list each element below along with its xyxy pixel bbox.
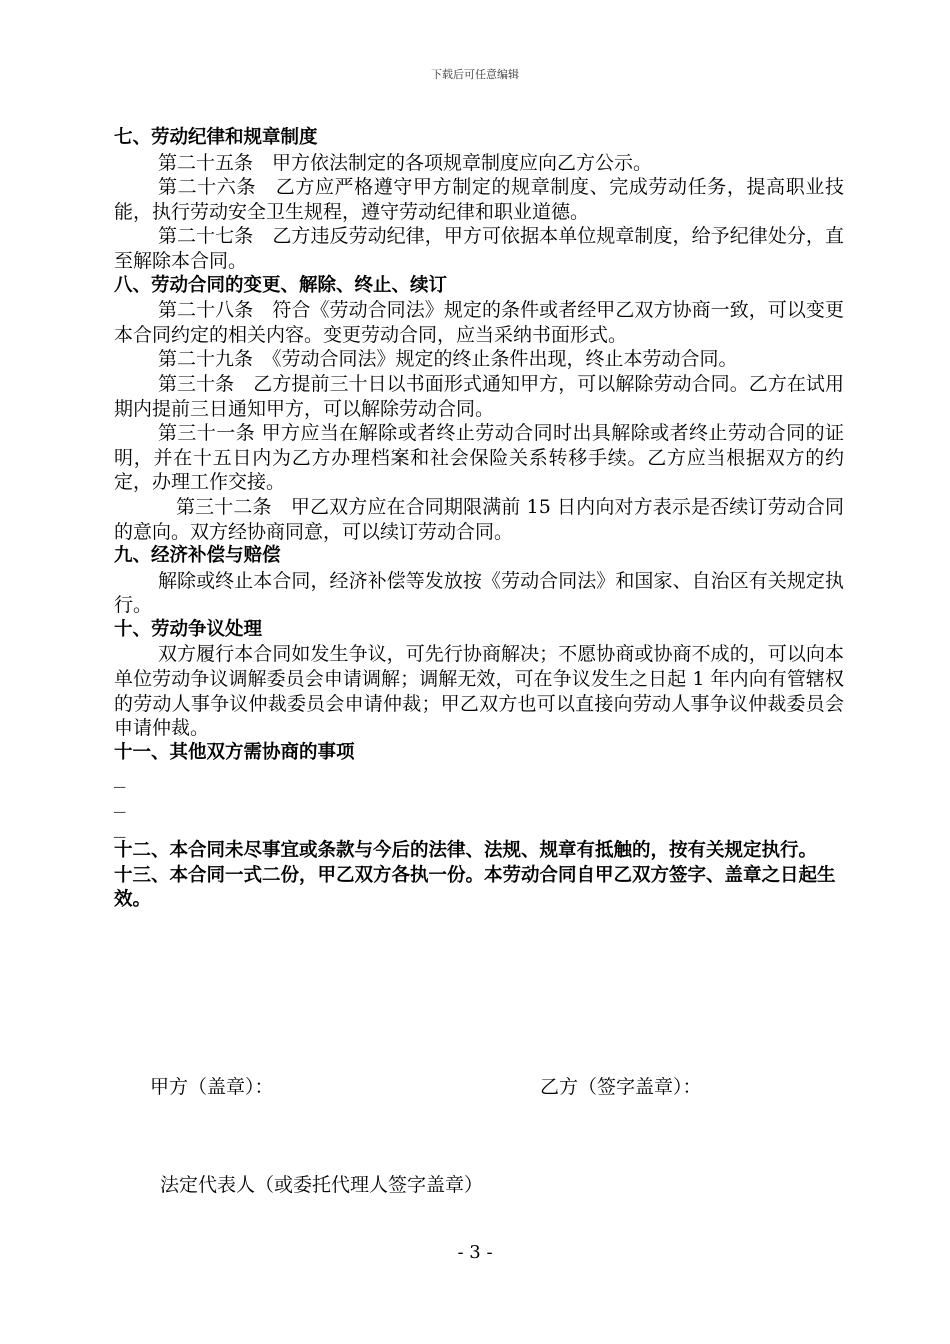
- section-10-title: 十、劳动争议处理: [114, 618, 263, 640]
- article-31: 第三十一条 甲方应当在解除或者终止劳动合同时出具解除或者终止劳动合同的证明，并在十五日内为乙方办理档案和社会保险关系转移手续。乙方应当根据双方的约定，办理工作交接。: [114, 422, 844, 494]
- blank-line: _: [114, 766, 126, 789]
- header-note: 下载后可任意编辑: [431, 68, 519, 81]
- article-26: 第二十六条 乙方应严格遵守甲方制定的规章制度、完成劳动任务，提高职业技能，执行劳动安全卫生规程，遵守劳动纪律和职业道德。: [114, 176, 844, 223]
- contract-body: [114, 126, 844, 913]
- party-b-signature-label: 乙方（签字盖章）：: [540, 1076, 702, 1098]
- section-10-paragraph: 双方履行本合同如发生争议，可先行协商解决；不愿协商或协商不成的，可以向本单位劳动争议调解委员会申请调解；调解无效，可在争议发生之日起 1 年内向有管辖权的劳动人事争议仲裁委员会申请仲裁；甲乙双方也可以直接向劳动人事争议仲裁委员会申请仲裁。: [114, 643, 844, 740]
- article-32: 第三十二条 甲乙双方应在合同期限满前 15 日内向对方表示是否续订劳动合同的意向。双方经协商同意，可以续订劳动合同。: [114, 495, 844, 543]
- party-a-signature-label: 甲方（盖章）：: [150, 1076, 274, 1098]
- section-9-paragraph: 解除或终止本合同，经济补偿等发放按《劳动合同法》和国家、自治区有关规定执行。: [114, 569, 844, 617]
- legal-representative-label: 法定代表人（或委托代理人签字盖章）: [160, 1174, 484, 1196]
- section-9-title: 九、经济补偿与赔偿: [114, 545, 281, 567]
- article-27: 第二十七条 乙方违反劳动纪律，甲方可依据本单位规章制度，给予纪律处分，直至解除本合同。: [114, 225, 844, 272]
- section-7-title: 七、劳动纪律和规章制度: [114, 127, 318, 148]
- section-12-title: 十二、本合同未尽事宜或条款与今后的法律、法规、规章有抵触的，按有关规定执行。: [114, 840, 818, 862]
- blank-line: _: [114, 791, 126, 814]
- section-13-title: 十三、本合同一式二份，甲乙双方各执一份。本劳动合同自甲乙双方签字、盖章之日起生效。: [114, 864, 836, 911]
- article-25: 第二十五条 甲方依法制定的各项规章制度应向乙方公示。: [158, 151, 653, 174]
- section-8-title: 八、劳动合同的变更、解除、终止、续订: [114, 274, 448, 296]
- section-11-title: 十一、其他双方需协商的事项: [114, 741, 355, 763]
- article-28: 第二十八条 符合《劳动合同法》规定的条件或者经甲乙双方协商一致，可以变更本合同约定的相关内容。变更劳动合同，应当采纳书面形式。: [114, 299, 844, 346]
- article-29: 第二十九条 《劳动合同法》规定的终止条件出现，终止本劳动合同。: [158, 348, 738, 371]
- blank-line: _: [114, 815, 126, 838]
- page-number: - 3 -: [457, 1242, 493, 1263]
- article-30: 第三十条 乙方提前三十日以书面形式通知甲方，可以解除劳动合同。乙方在试用期内提前三日通知甲方，可以解除劳动合同。: [114, 372, 844, 420]
